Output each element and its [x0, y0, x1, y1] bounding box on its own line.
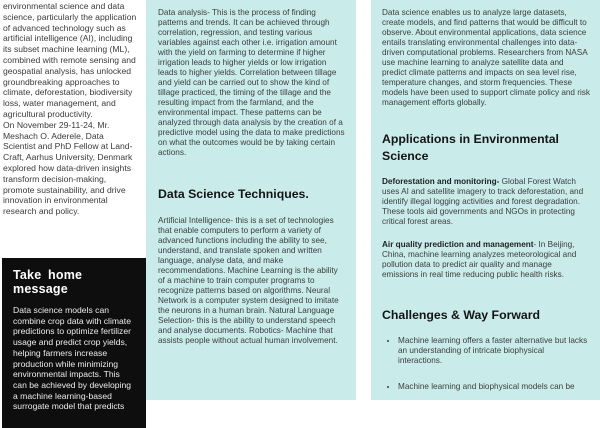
data-analysis-paragraph: Data analysis- This is the process of finding patterns and trends. It can be achieved through correlation, regression, and testing various variables against each other i.e. irrigation amount with the yield on farming to determine if higher irrigation leads to higher yields or low irrigation leads to higher yields. Correlation between tillage and yield can be carried out to show the kind of tillage practiced, the timing of the tillage and the resulting impact from the farmland, and the environmental impact. These patterns can be analyzed through data analysis by the creation of a predictive model using the data to make predictions on what the outcomes would be by taking certain actions. — [158, 8, 345, 157]
applications-title: Applications in Environmental Science — [382, 132, 559, 163]
air-quality-lead: Air quality prediction and management — [382, 240, 534, 249]
right-intro-paragraph: Data science enables us to analyze large datasets, create models, and find patterns that would be difficult to observe. About environmental applications, data science entails translating environmental challenges into data-driven computational problems. Researchers from NASA use machine learning to analyze satellite data and predict climate patterns and impacts on sea level rise, temperature changes, and storm frequencies. These models have been used to support climate policy and risk management efforts globally. — [382, 8, 590, 107]
event-paragraph: On November 29-11-24, Mr. Meshach O. Aderele, Data Scientist and PhD Fellow at Land-Craft, Aarhus University, Denmark explored how data-driven insights transform decision-making, promote sustainability, and drive innovation in environmental research and policy. — [3, 119, 133, 217]
right-panel — [371, 0, 600, 400]
take-home-body: Data science models can combine crop data with climate predictions to optimize fertilizer usage and predict crop yields, helping farmers increase production while minimizing environmental impacts. This can be achieved by developing a machine learning-based surrogate model that predicts — [13, 305, 132, 412]
take-home-message-box — [2, 258, 146, 428]
challenges-list — [382, 336, 590, 392]
challenge-item: • Machine learning and biophysical models can be — [398, 382, 590, 392]
deforestation-lead: Deforestation and monitoring- — [382, 177, 500, 186]
application-air-quality — [382, 240, 590, 280]
middle-panel — [146, 0, 356, 400]
left-column — [3, 1, 138, 217]
challenge-item: • Machine learning offers a faster alternative but lacks an understanding of intricate biophysical interactions. — [398, 336, 590, 366]
intro-paragraph: environmental science and data science, particularly the application of advanced technology such as artificial intelligence (AI), including its subset machine learning (ML), combined with remote sensing and geospatial analysis, has unlocked groundbreaking approaches to climate, deforestation, biodiversity loss, water management, and agricultural productivity. — [3, 1, 137, 119]
deforestation-text: Global Forest Watch uses AI and satellite imagery to track deforestation, and identify illegal logging activities and forest degradation. These tools aid governments and NGOs in protecting critical forest areas. — [382, 177, 584, 226]
application-deforestation — [382, 177, 590, 227]
challenges-title: Challenges & Way Forward — [382, 308, 541, 322]
air-quality-text: - In Beijing, China, machine learning analyzes meteorological and pollution data to predict air quality and manage emissions in real time reducing public health risks. — [382, 240, 577, 279]
techniques-title: Data Science Techniques. — [158, 187, 309, 201]
take-home-title: Take home message — [13, 268, 83, 296]
techniques-body: Artificial Intelligence- this is a set of technologies that enable computers to perform a variety of advanced functions including the ability to see, understand, and translate spoken and written language, analyse data, and make recommendations. Machine Learning is the ability of a machine to train computer programs to recognize patterns based on algorithms. Neural Network is a computer system designed to imitate the neurons in a human brain. Natural Language Selection- this is the ability to understand speech and analyse documents. Robotics- Machine that assists people without actual human involvement. — [158, 215, 339, 345]
